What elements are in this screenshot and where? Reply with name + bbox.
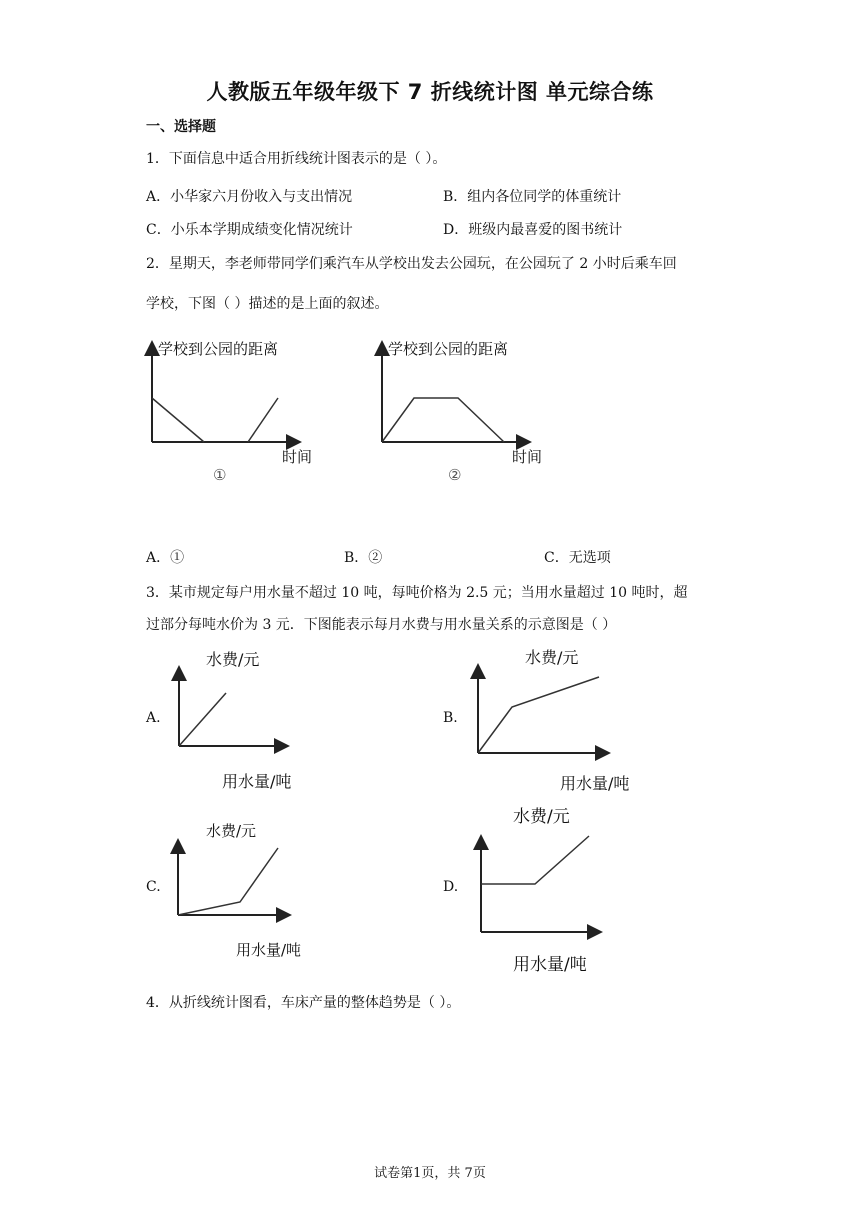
line-segment [152, 398, 204, 442]
y-axis-label: 水费/元 [206, 650, 260, 669]
q3-graph-c [168, 818, 348, 963]
line-segment [248, 398, 278, 442]
x-axis-label: 用水量/吨 [513, 955, 587, 975]
q2-graph-2 [370, 332, 560, 492]
q1-option-c[interactable]: C．小乐本学期成绩变化情况统计 [146, 222, 353, 238]
q3-stem-line1: 3．某市规定每户用水量不超过 10 吨，每吨价格为 2.5 元；当用水量超过 10 吨时，超 [146, 585, 688, 601]
q2-graph-1 [140, 332, 330, 492]
q1-stem: 1．下面信息中适合用折线统计图表示的是（ ）。 [146, 151, 447, 167]
q1-option-d[interactable]: D．班级内最喜爱的图书统计 [443, 222, 623, 238]
line-series [178, 848, 278, 915]
q2-option-b[interactable]: B．② [344, 550, 383, 566]
section-heading: 一、选择题 [146, 119, 216, 135]
q2-stem-line1: 2．星期天，李老师带同学们乘汽车从学校出发去公园玩，在公园玩了 2 小时后乘车回 [146, 256, 677, 272]
y-axis-label: 水费/元 [206, 822, 257, 840]
x-axis-label: 用水量/吨 [560, 774, 630, 793]
q3-graph-d [465, 798, 655, 983]
line-series [481, 836, 589, 884]
q2-stem-line2: 学校，下图（ ）描述的是上面的叙述。 [146, 296, 389, 312]
q1-option-a[interactable]: A．小华家六月份收入与支出情况 [146, 189, 353, 205]
q3-graph-a [168, 645, 348, 795]
q2-option-a[interactable]: A．① [146, 550, 185, 566]
q4-stem: 4．从折线统计图看，车床产量的整体趋势是（ ）。 [146, 995, 461, 1011]
page-title: 人教版五年级年级下 7 折线统计图 单元综合练 [206, 80, 654, 104]
q3-option-a-label[interactable]: A. [146, 710, 161, 726]
q3-option-c-label[interactable]: C. [146, 879, 161, 895]
y-axis-label: 学校到公园的距离 [158, 340, 279, 358]
x-axis-label: 用水量/吨 [236, 941, 302, 959]
x-axis-label: 时间 [282, 448, 313, 466]
q3-stem-line2: 过部分每吨水价为 3 元．下图能表示每月水费与用水量关系的示意图是（ ） [146, 617, 617, 633]
q3-option-b-label[interactable]: B. [443, 710, 458, 726]
x-axis-label: 用水量/吨 [222, 772, 292, 791]
q3-graph-b [465, 643, 655, 798]
line-series [478, 677, 599, 753]
y-axis-label: 水费/元 [513, 807, 570, 827]
q1-option-b[interactable]: B．组内各位同学的体重统计 [443, 189, 622, 205]
graph-caption: ② [448, 466, 462, 484]
y-axis-label: 学校到公园的距离 [388, 340, 509, 358]
y-axis-label: 水费/元 [525, 648, 579, 667]
page-footer: 试卷第1页，共 7页 [374, 1166, 486, 1181]
graph-caption: ① [213, 466, 227, 484]
x-axis-label: 时间 [512, 448, 543, 466]
line-series [179, 693, 226, 746]
line-series [382, 398, 504, 442]
q3-option-d-label[interactable]: D. [443, 879, 459, 895]
q2-option-c[interactable]: C．无选项 [544, 550, 611, 566]
